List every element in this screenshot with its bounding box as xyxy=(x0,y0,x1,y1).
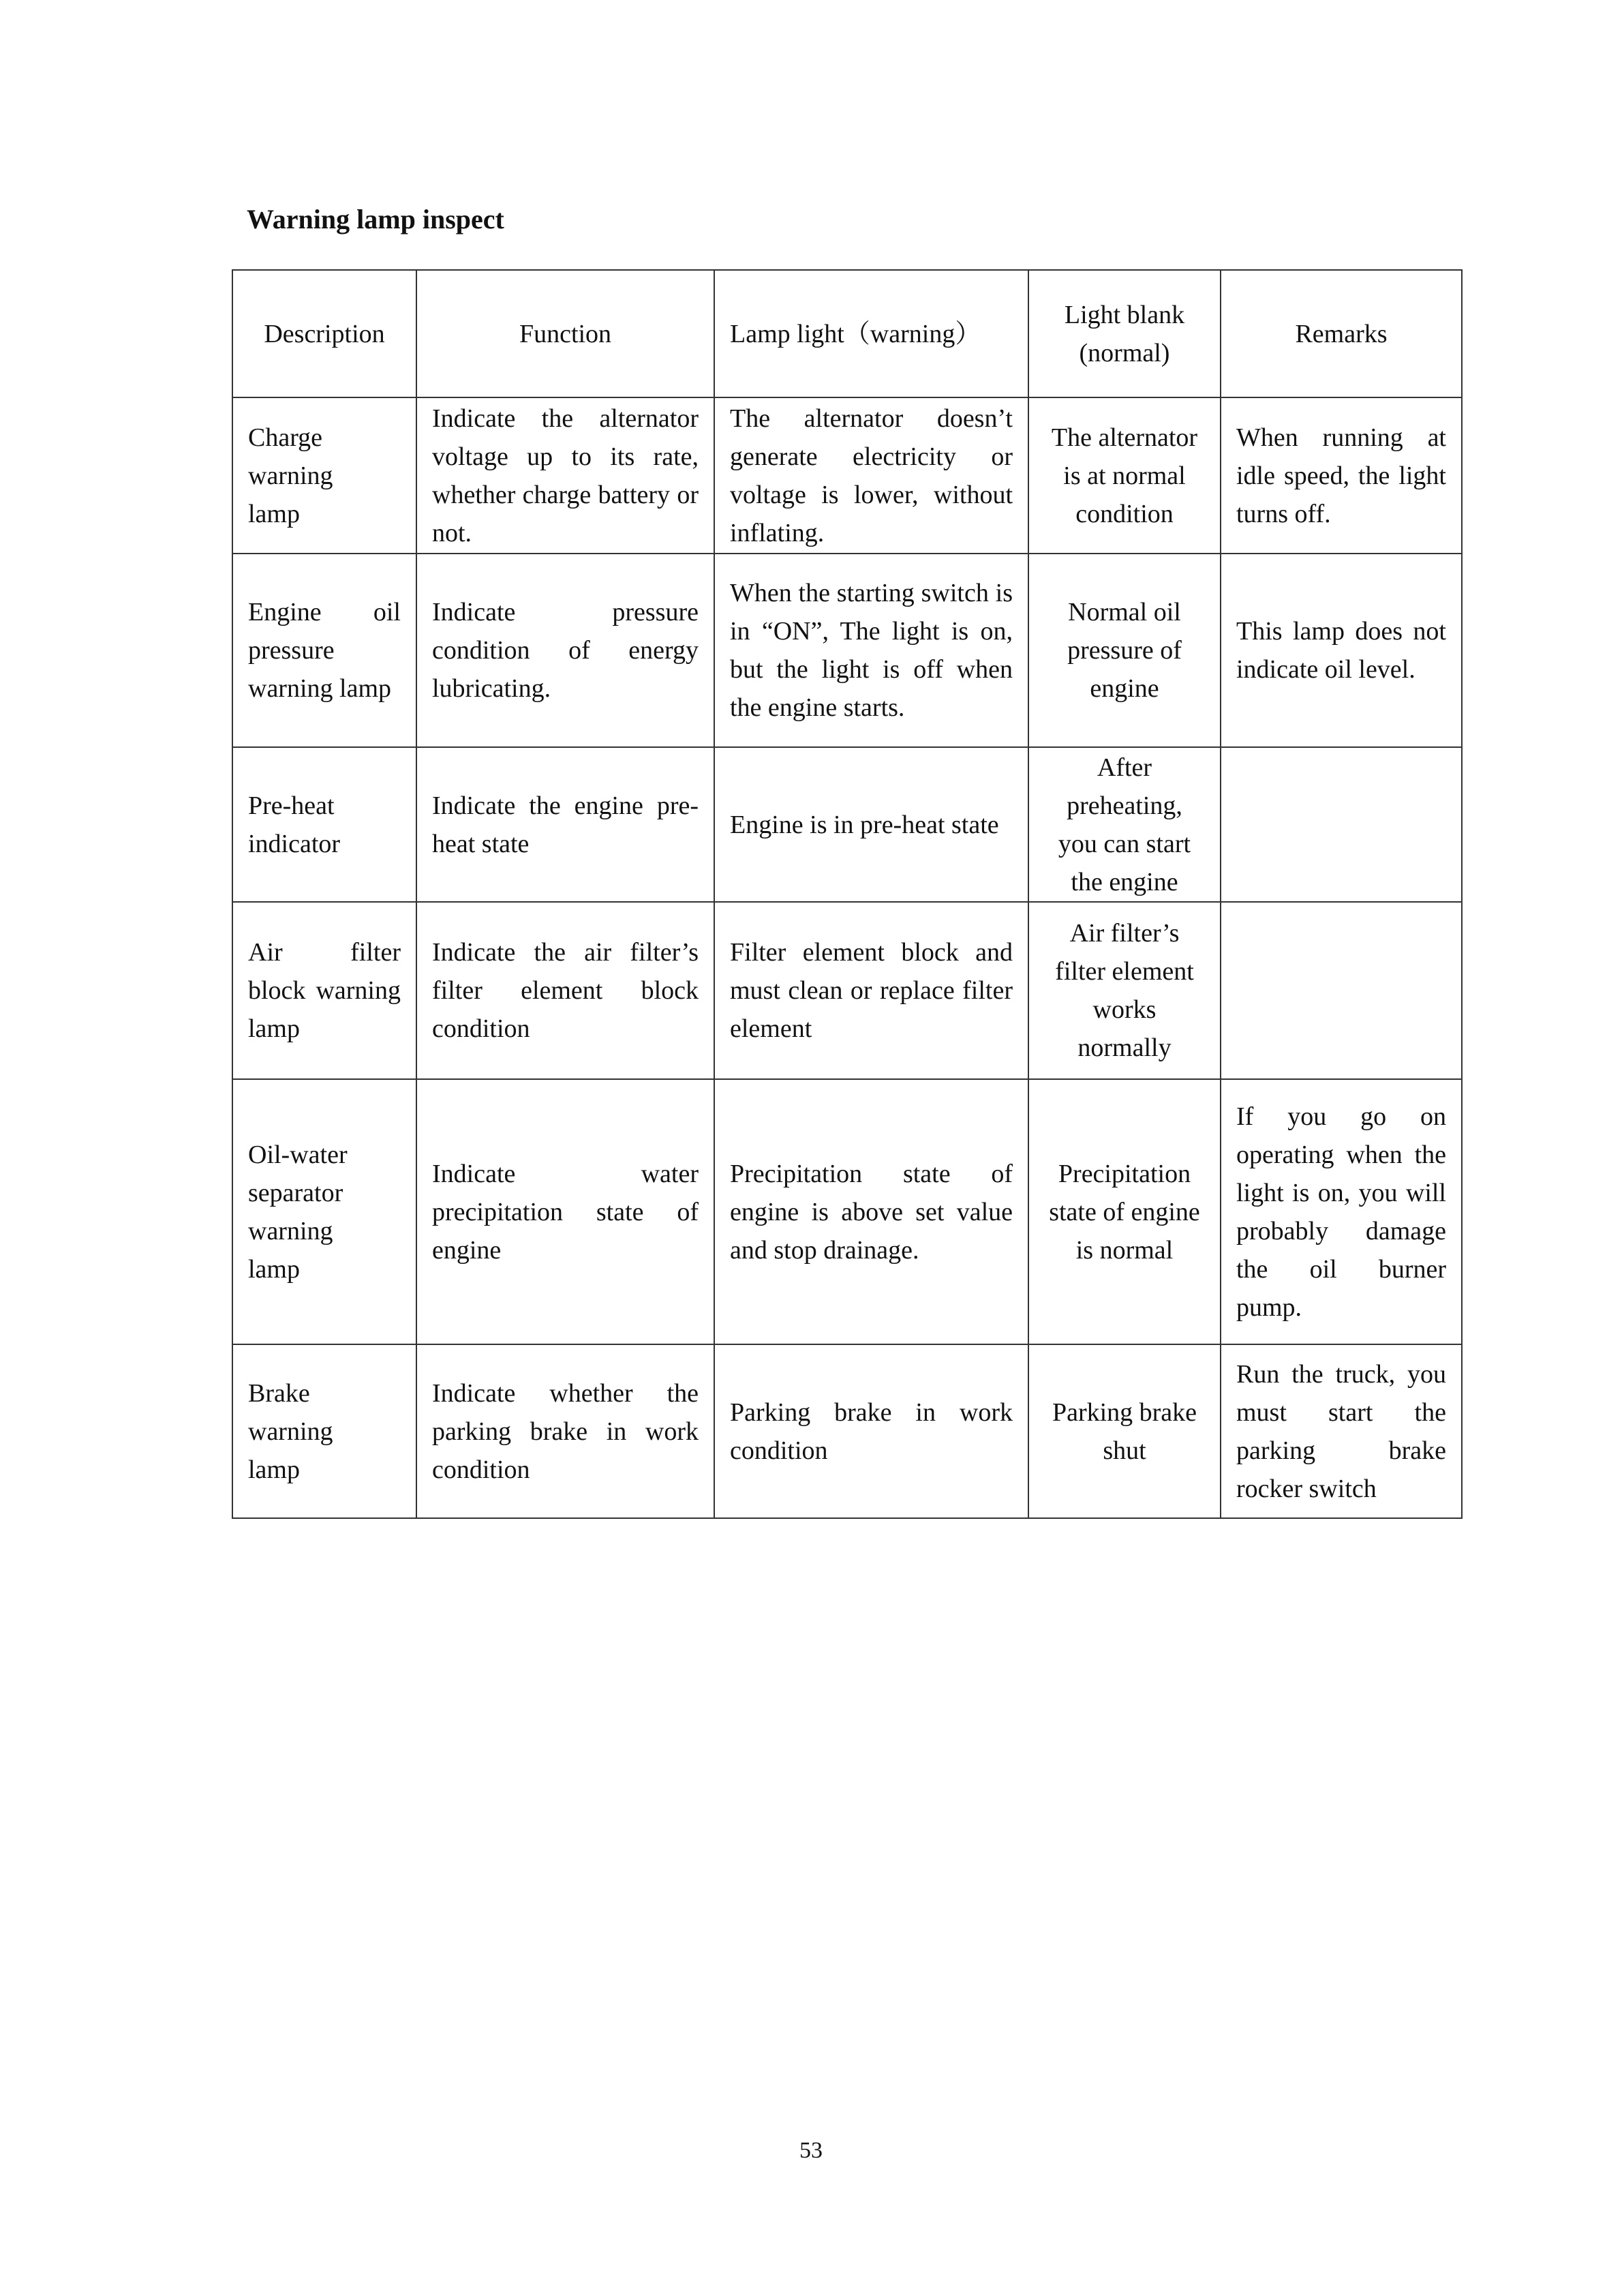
section-title: Warning lamp inspect xyxy=(247,204,504,235)
cell-light-blank: Normal oil pressure of engine xyxy=(1028,554,1221,747)
header-light-blank-line1: Light blank xyxy=(1064,300,1185,329)
header-light-blank-line2: (normal) xyxy=(1079,338,1170,367)
cell-lamp-light: Parking brake in work condition xyxy=(714,1344,1028,1518)
page-number: 53 xyxy=(799,2138,823,2163)
cell-description: Charge warning lamp xyxy=(232,397,416,554)
cell-function: Indicate the air filter’s filter element block condition xyxy=(416,902,714,1079)
table-row xyxy=(232,1344,1462,1518)
cell-light-blank: Parking brake shut xyxy=(1028,1344,1221,1518)
cell-remarks: If you go on operating when the light is on, you will probably damage the oil burner pump. xyxy=(1221,1079,1462,1344)
cell-light-blank: Precipitation state of engine is normal xyxy=(1028,1079,1221,1344)
header-function: Function xyxy=(416,270,714,397)
cell-description: Air filter block warning lamp xyxy=(232,902,416,1079)
cell-lamp-light: The alternator doesn’t generate electricity or voltage is lower, without inflating. xyxy=(714,397,1028,554)
cell-lamp-light: When the starting switch is in “ON”, The light is on, but the light is off when the engine starts. xyxy=(714,554,1028,747)
cell-function: Indicate whether the parking brake in work condition xyxy=(416,1344,714,1518)
cell-lamp-light: Precipitation state of engine is above set value and stop drainage. xyxy=(714,1079,1028,1344)
cell-remarks: Run the truck, you must start the parking brake rocker switch xyxy=(1221,1344,1462,1518)
cell-lamp-light: Filter element block and must clean or replace filter element xyxy=(714,902,1028,1079)
cell-function: Indicate the alternator voltage up to its rate, whether charge battery or not. xyxy=(416,397,714,554)
header-remarks: Remarks xyxy=(1221,270,1462,397)
cell-description: Brake warning lamp xyxy=(232,1344,416,1518)
table-row xyxy=(232,902,1462,1079)
table-row xyxy=(232,554,1462,747)
table-row xyxy=(232,397,1462,554)
cell-function: Indicate water precipitation state of engine xyxy=(416,1079,714,1344)
warning-lamp-table xyxy=(232,269,1463,1519)
cell-description: Pre-heat indicator xyxy=(232,747,416,902)
header-lamp-light: Lamp light（warning） xyxy=(714,270,1028,397)
cell-remarks: When running at idle speed, the light turns off. xyxy=(1221,397,1462,554)
cell-remarks: This lamp does not indicate oil level. xyxy=(1221,554,1462,747)
cell-function: Indicate the engine pre-heat state xyxy=(416,747,714,902)
cell-light-blank: The alternator is at normal condition xyxy=(1028,397,1221,554)
header-light-blank xyxy=(1028,270,1221,397)
table-row xyxy=(232,747,1462,902)
cell-description: Engine oil pressure warning lamp xyxy=(232,554,416,747)
cell-lamp-light: Engine is in pre-heat state xyxy=(714,747,1028,902)
cell-function: Indicate pressure condition of energy lubricating. xyxy=(416,554,714,747)
header-description: Description xyxy=(232,270,416,397)
cell-light-blank: After preheating, you can start the engine xyxy=(1028,747,1221,902)
cell-description: Oil-water separator warning lamp xyxy=(232,1079,416,1344)
cell-light-blank: Air filter’s filter element works normally xyxy=(1028,902,1221,1079)
table-header-row xyxy=(232,270,1462,397)
cell-remarks xyxy=(1221,747,1462,902)
cell-remarks xyxy=(1221,902,1462,1079)
table-row xyxy=(232,1079,1462,1344)
